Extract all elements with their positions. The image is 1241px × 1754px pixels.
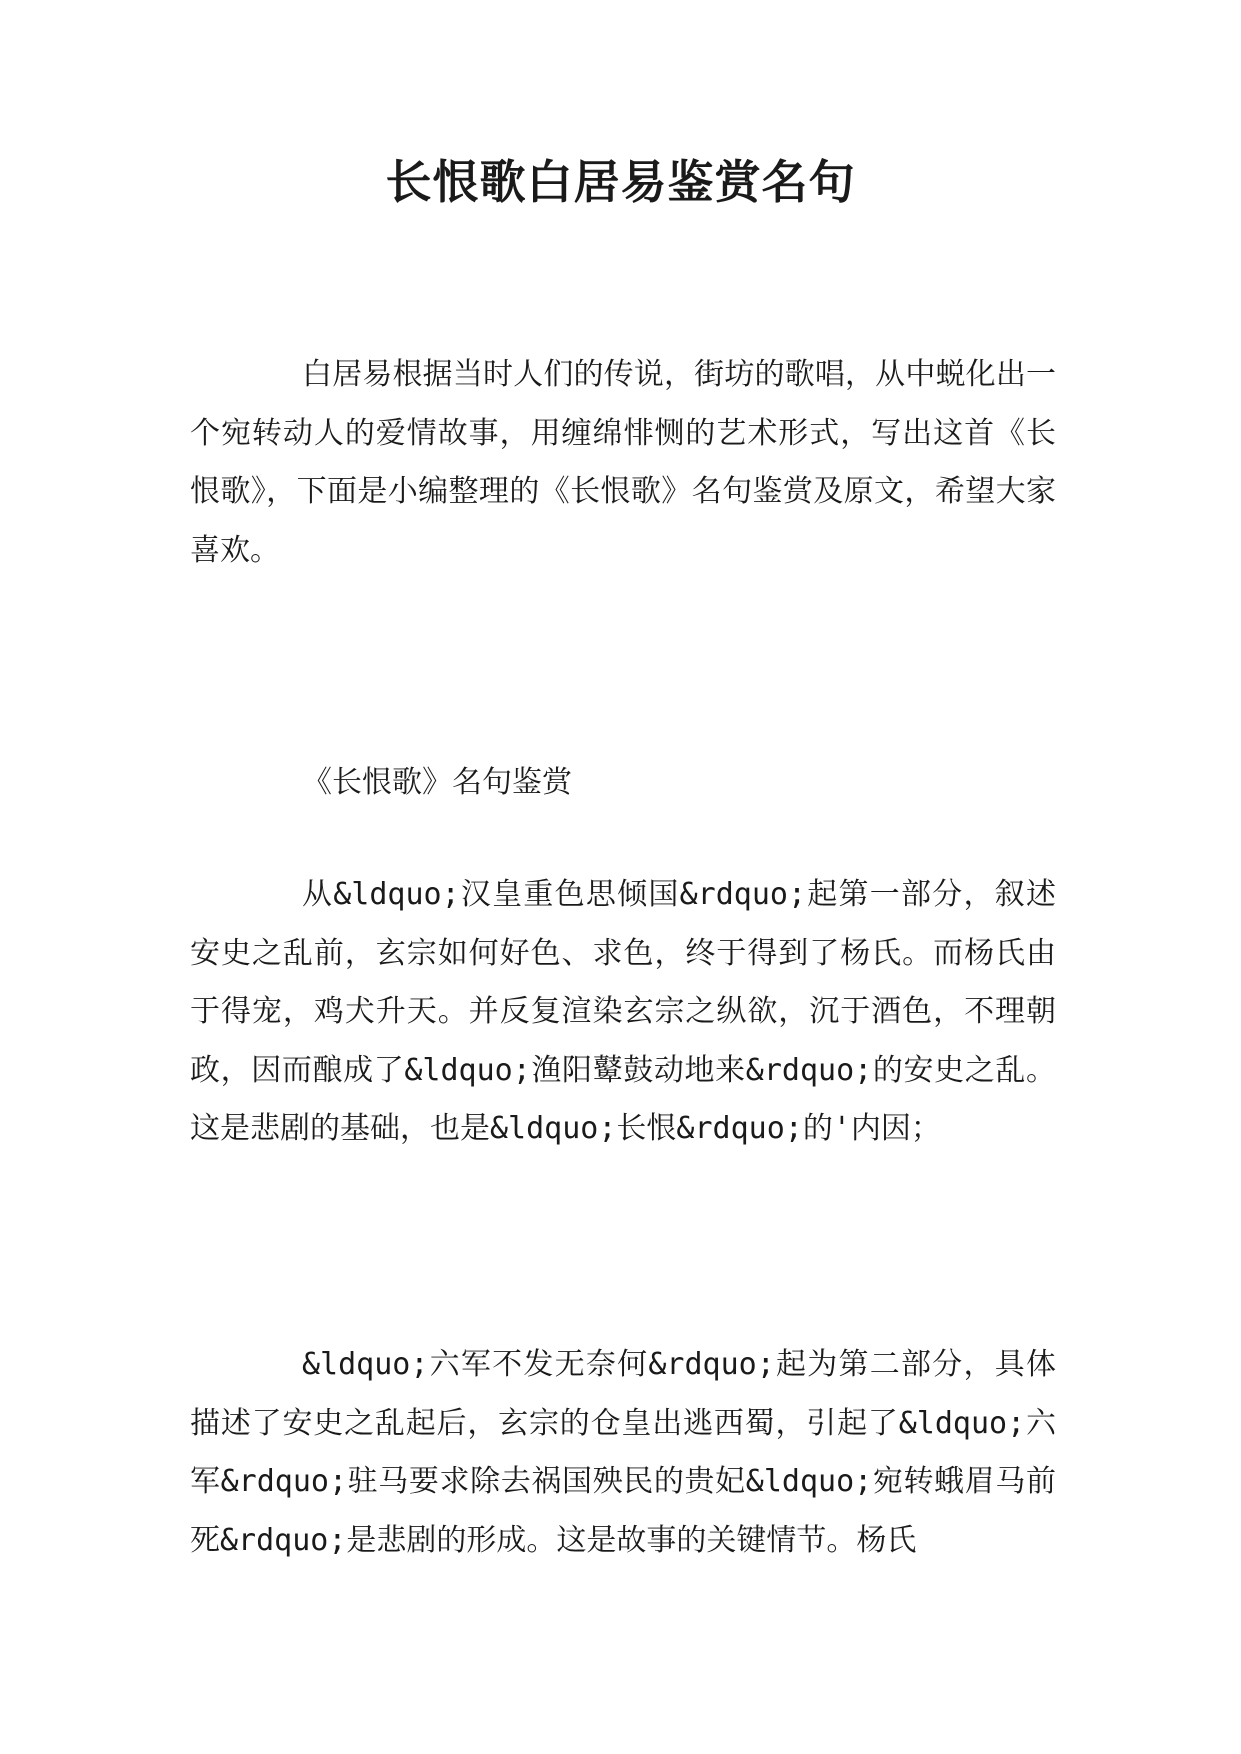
body-paragraph-part-one: 从&ldquo;汉皇重色思倾国&rdquo;起第一部分，叙述安史之乱前，玄宗如何好色、求色，终于得到了杨氏。而杨氏由于得宠，鸡犬升天。并反复渲染玄宗之纵欲，沉于酒色，不理朝政，因而酿成了&ldquo;渔阳鼙鼓动地来&rdquo;的安史之乱。这是悲剧的基础，也是&ldquo;长恨&rdquo;的'内因； xyxy=(190,877,1056,1146)
intro-paragraph: 白居易根据当时人们的传说，街坊的歌唱，从中蜕化出一个宛转动人的爱情故事，用缠绵悱恻的艺术形式，写出这首《长恨歌》，下面是小编整理的《长恨歌》名句鉴赏及原文，希望大家喜欢。 xyxy=(190,357,1056,568)
document-title: 长恨歌白居易鉴赏名句 xyxy=(385,155,856,209)
body-paragraph-part-two: &ldquo;六军不发无奈何&rdquo;起为第二部分，具体描述了安史之乱起后，玄宗的仓皇出逃西蜀，引起了&ldquo;六军&rdquo;驻马要求除去祸国殃民的贵妃&ldquo;宛转蛾眉马前死&rdquo;是悲剧的形成。这是故事的关键情节。杨氏 xyxy=(190,1347,1056,1558)
section-heading: 《长恨歌》名句鉴赏 xyxy=(302,765,572,800)
